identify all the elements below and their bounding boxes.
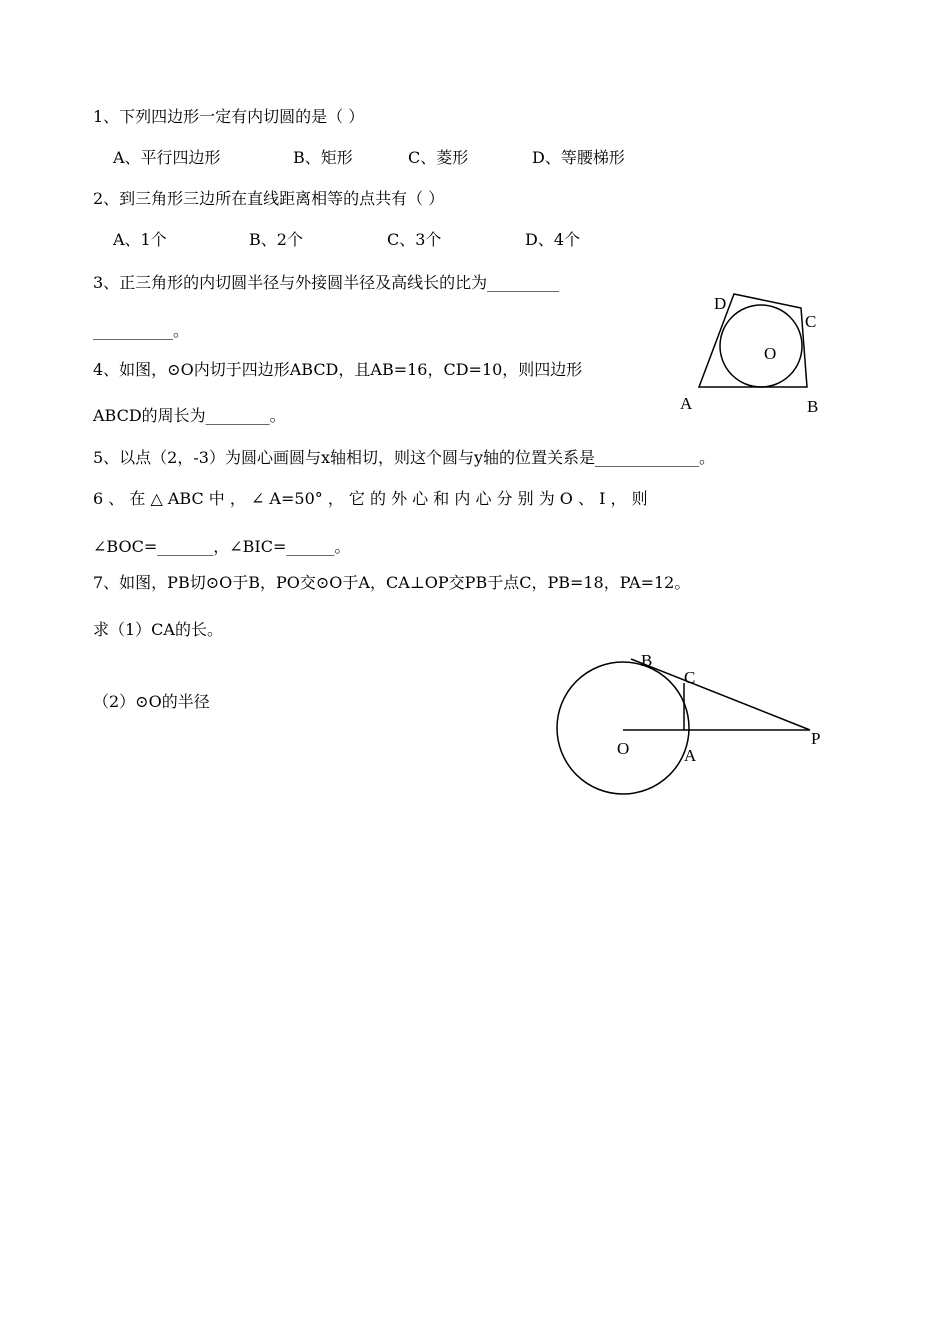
label-c: C xyxy=(805,312,817,331)
label-c: C xyxy=(684,668,696,687)
q6-line1: 6 、 在 △ ABC 中 ， ∠ A=50° ， 它 的 外 心 和 内 心 分 别 为 O 、 I ， 则 xyxy=(93,489,648,508)
q1-stem: 1、下列四边形一定有内切圆的是（ ） xyxy=(93,107,365,126)
q1-option-d: D、等腰梯形 xyxy=(532,148,625,167)
tangent-pb xyxy=(631,659,810,730)
q5-line1: 5、以点（2，-3）为圆心画圆与x轴相切，则这个圆与y轴的位置关系是_____________。 xyxy=(93,448,716,467)
q7-line1: 7、如图，PB切⊙O于B，PO交⊙O于A，CA⊥OP交PB于点C，PB=18，PA=12。 xyxy=(93,573,691,592)
label-a: A xyxy=(680,394,693,413)
q2-option-d: D、4个 xyxy=(525,230,581,249)
q1-options xyxy=(113,147,625,169)
q4-line1: 4、如图，⊙O内切于四边形ABCD，且AB=16，CD=10，则四边形 xyxy=(93,360,583,379)
label-b: B xyxy=(641,651,653,670)
q2-option-c: C、3个 xyxy=(387,230,442,249)
label-d: D xyxy=(714,294,727,313)
q1-option-c: C、菱形 xyxy=(408,148,469,167)
label-o: O xyxy=(617,739,630,758)
q7-part1: 求（1）CA的长。 xyxy=(93,620,223,639)
q2-options xyxy=(113,229,580,251)
q4-line2: ABCD的周长为________。 xyxy=(93,406,286,425)
label-b: B xyxy=(807,397,819,416)
q2-option-b: B、2个 xyxy=(249,230,303,249)
q2-option-a: A、1个 xyxy=(113,230,167,249)
figure-inscribed-quadrilateral xyxy=(670,285,840,420)
label-o: O xyxy=(764,344,777,363)
q7-part2: （2）⊙O的半径 xyxy=(93,692,210,711)
figure-tangent-circle xyxy=(540,645,840,805)
inscribed-circle xyxy=(720,305,802,387)
label-p: P xyxy=(811,729,821,748)
q1-option-a: A、平行四边形 xyxy=(113,148,221,167)
circle-o xyxy=(557,662,689,794)
label-a: A xyxy=(684,746,697,765)
q1-option-b: B、矩形 xyxy=(293,148,353,167)
q3-line1: 3、正三角形的内切圆半径与外接圆半径及高线长的比为_________ xyxy=(93,273,560,292)
q3-line2: __________。 xyxy=(93,321,190,340)
q6-line2: ∠BOC=_______，∠BIC=______。 xyxy=(93,537,351,556)
q2-stem: 2、到三角形三边所在直线距离相等的点共有（ ） xyxy=(93,189,445,208)
